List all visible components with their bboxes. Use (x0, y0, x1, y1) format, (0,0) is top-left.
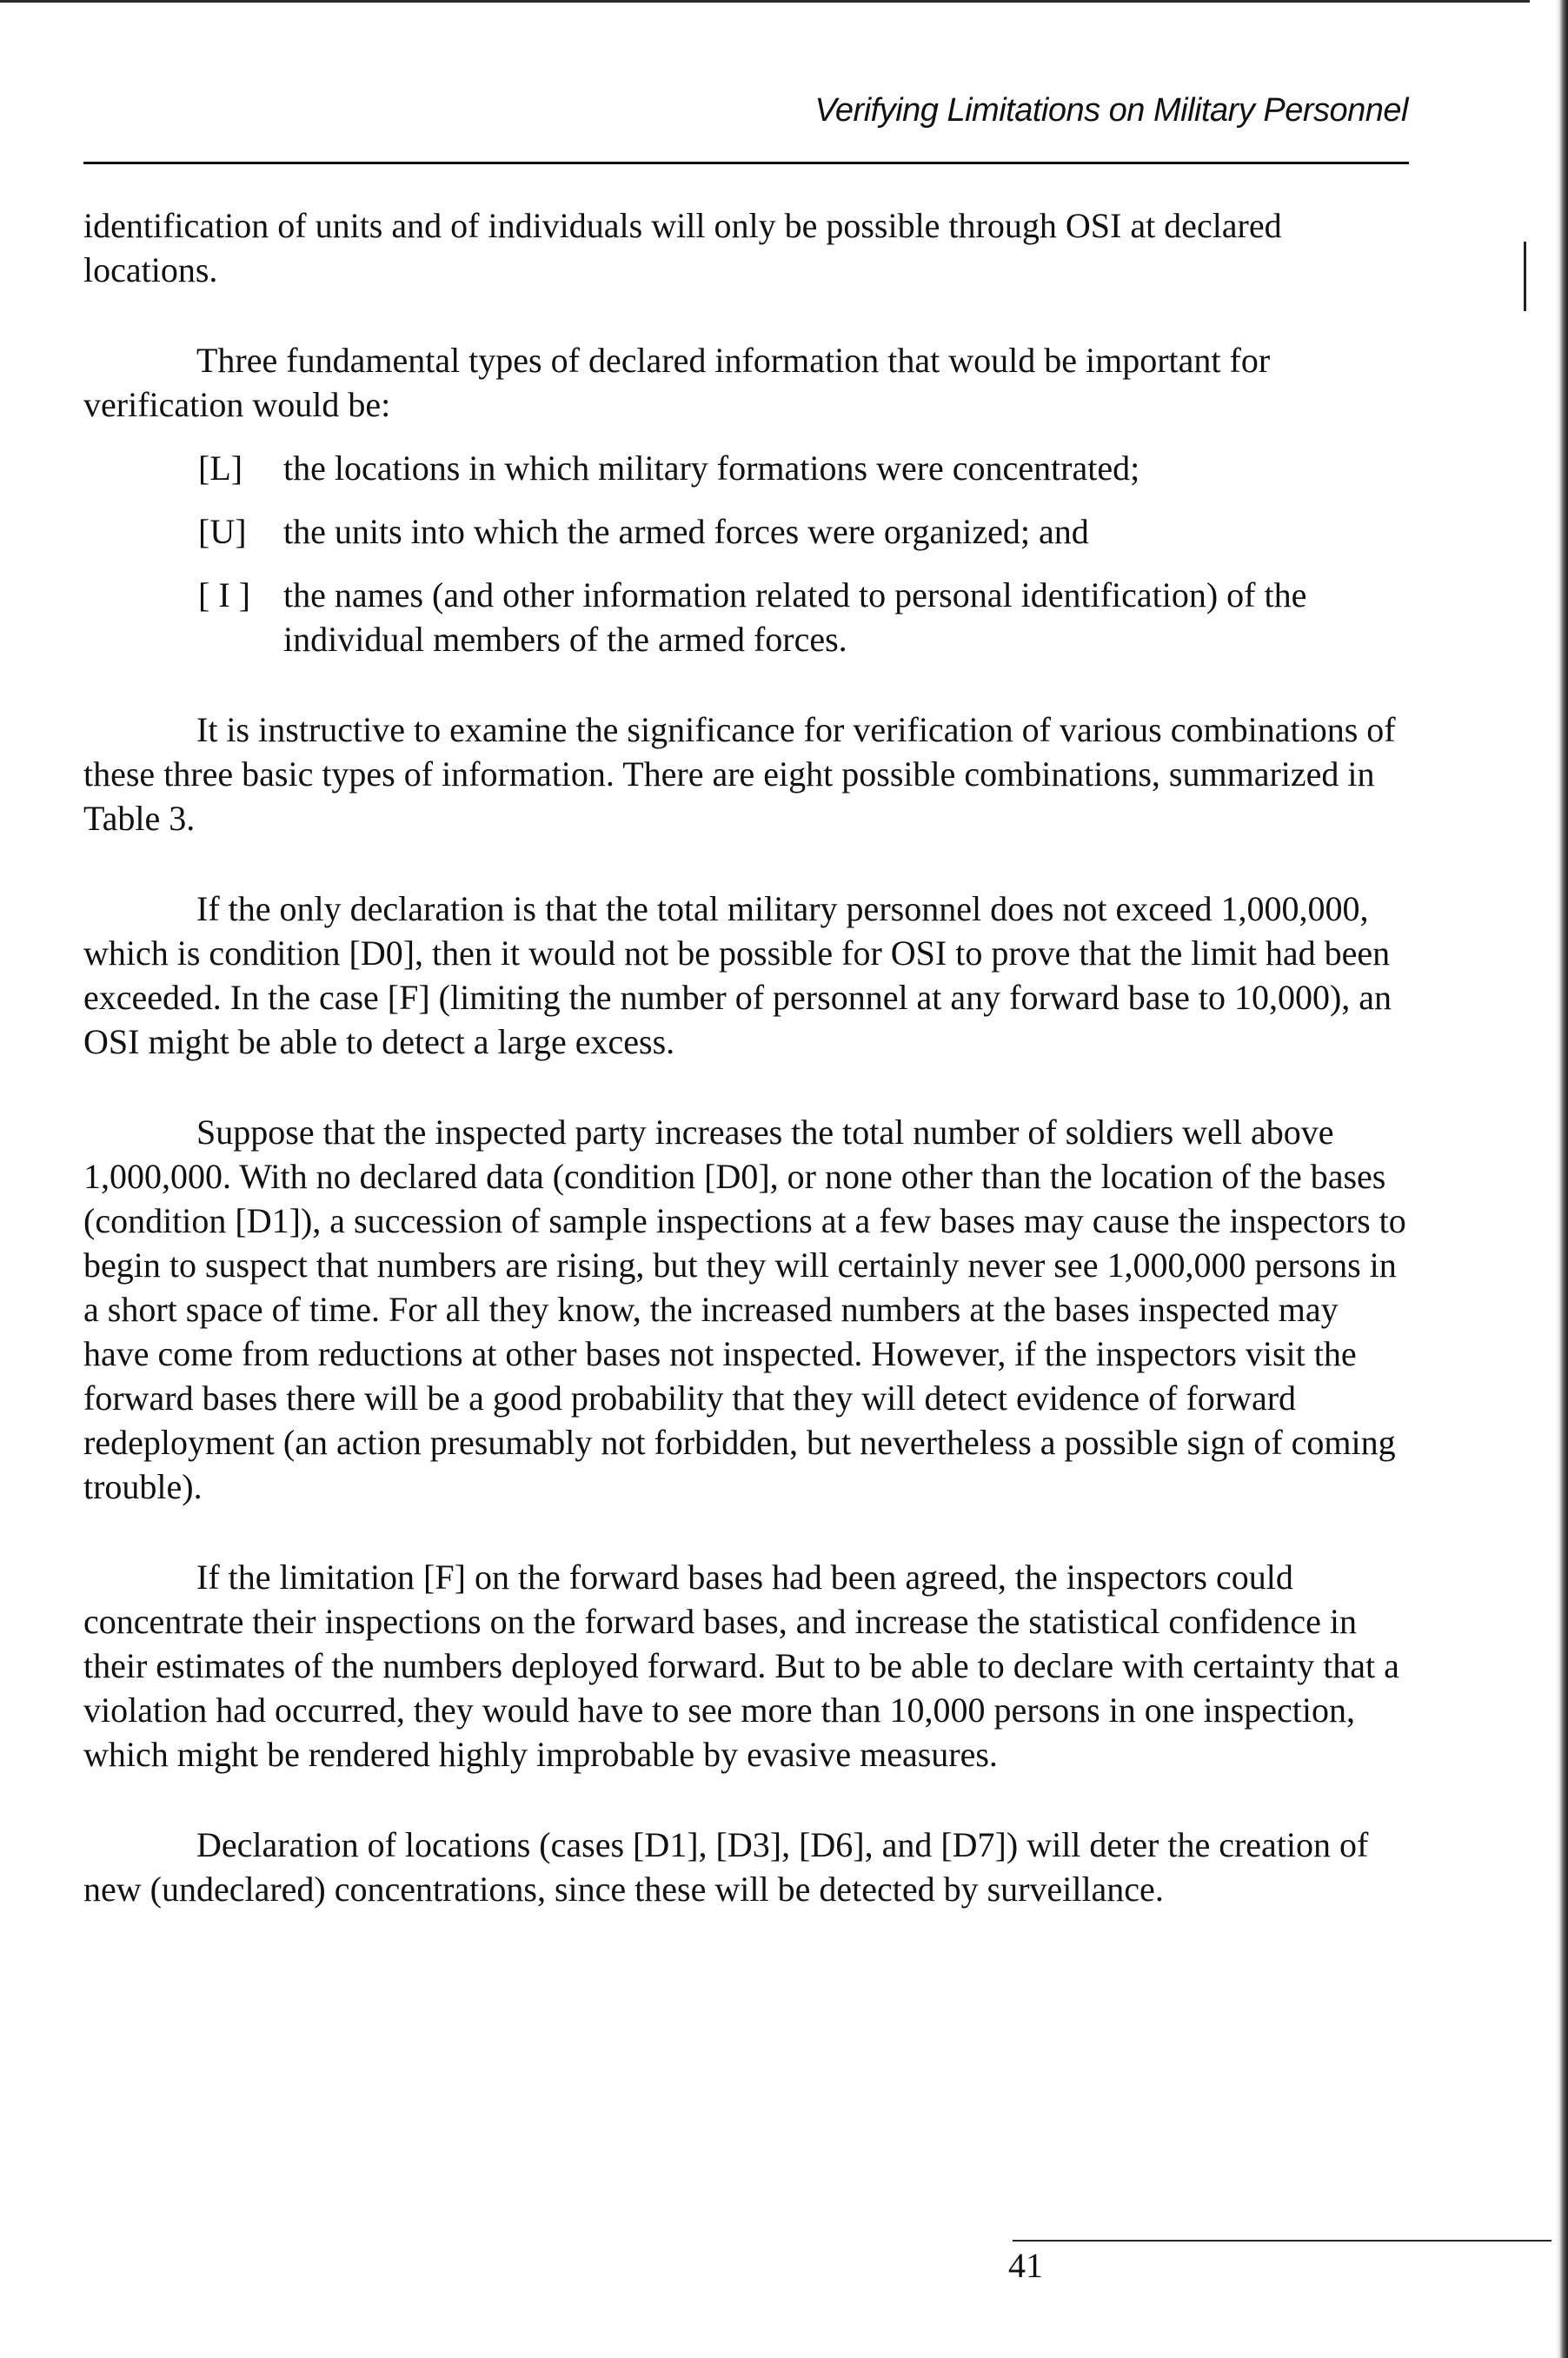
paragraph-7: Declaration of locations (cases [D1], [D3], [D6], and [D7]) will deter the creation of new (undeclared) concentrations, since these will be detected by surveillance. (83, 1825, 1369, 1909)
list-item-text: the locations in which military formations were concentrated; (283, 448, 1140, 488)
list-item-units (83, 509, 1409, 554)
change-bar (1524, 242, 1526, 311)
paragraph-1: identification of units and of individuals will only be possible through OSI at declared locations. (83, 206, 1282, 289)
paragraph-4: If the only declaration is that the total military personnel does not exceed 1,000,000, which is condition [D0], then it would not be possible for OSI to prove that the limit had been exceeded. In the case [F] (limiting the number of personnel at any forward base to 10,000), an OSI might be able to detect a large excess. (83, 889, 1392, 1061)
list-item-individuals (83, 573, 1409, 661)
list-item-locations (83, 446, 1409, 490)
list-item-text: the units into which the armed forces were organized; and (283, 512, 1089, 551)
list-marker: [L] (198, 448, 243, 488)
paragraph-2: Three fundamental types of declared information that would be important for verification would be: (83, 341, 1271, 424)
paragraph-6: If the limitation [F] on the forward bases had been agreed, the inspectors could concentrate their inspections on the forward bases, and increase the statistical confidence in their estimates of the numbers deployed forward. But to be able to declare with certainty that a violation had occurred, they would have to see more than 10,000 persons in one inspection, which might be rendered highly improbable by evasive measures. (83, 1558, 1399, 1774)
list-marker: [U] (198, 512, 247, 551)
scan-right-edge (1556, 0, 1568, 2358)
paragraph-5: Suppose that the inspected party increases the total number of soldiers well above 1,000,000. With no declared data (condition [D0], or none other than the location of the bases (condition [D1]), a succession of sample inspections at a few bases may cause the inspectors to begin to suspect that numbers are rising, but they will certainly never see 1,000,000 persons in a short space of time. For all they know, the increased numbers at the bases inspected may have come from reductions at other bases not inspected. However, if the inspectors visit the forward bases there will be a good probability that they will detect evidence of forward redeployment (an action presumably not forbidden, but nevertheless a possible sign of coming trouble). (83, 1113, 1406, 1506)
list-marker: [ I ] (198, 575, 250, 614)
info-type-list (83, 446, 1409, 661)
running-head: Verifying Limitations on Military Personnel (814, 92, 1408, 129)
paragraph-3: It is instructive to examine the significance for verification of various combinations of these three basic types of information. There are eight possible combinations, summarized in Table 3. (83, 710, 1396, 838)
page-body (83, 203, 1409, 1911)
page-number: 41 (1008, 2246, 1043, 2285)
scan-top-edge (0, 0, 1530, 3)
header-rule (83, 162, 1409, 164)
list-item-text: the names (and other information related to personal identification) of the individual members of the armed forces. (283, 575, 1307, 659)
footer-rule (1013, 2240, 1551, 2242)
